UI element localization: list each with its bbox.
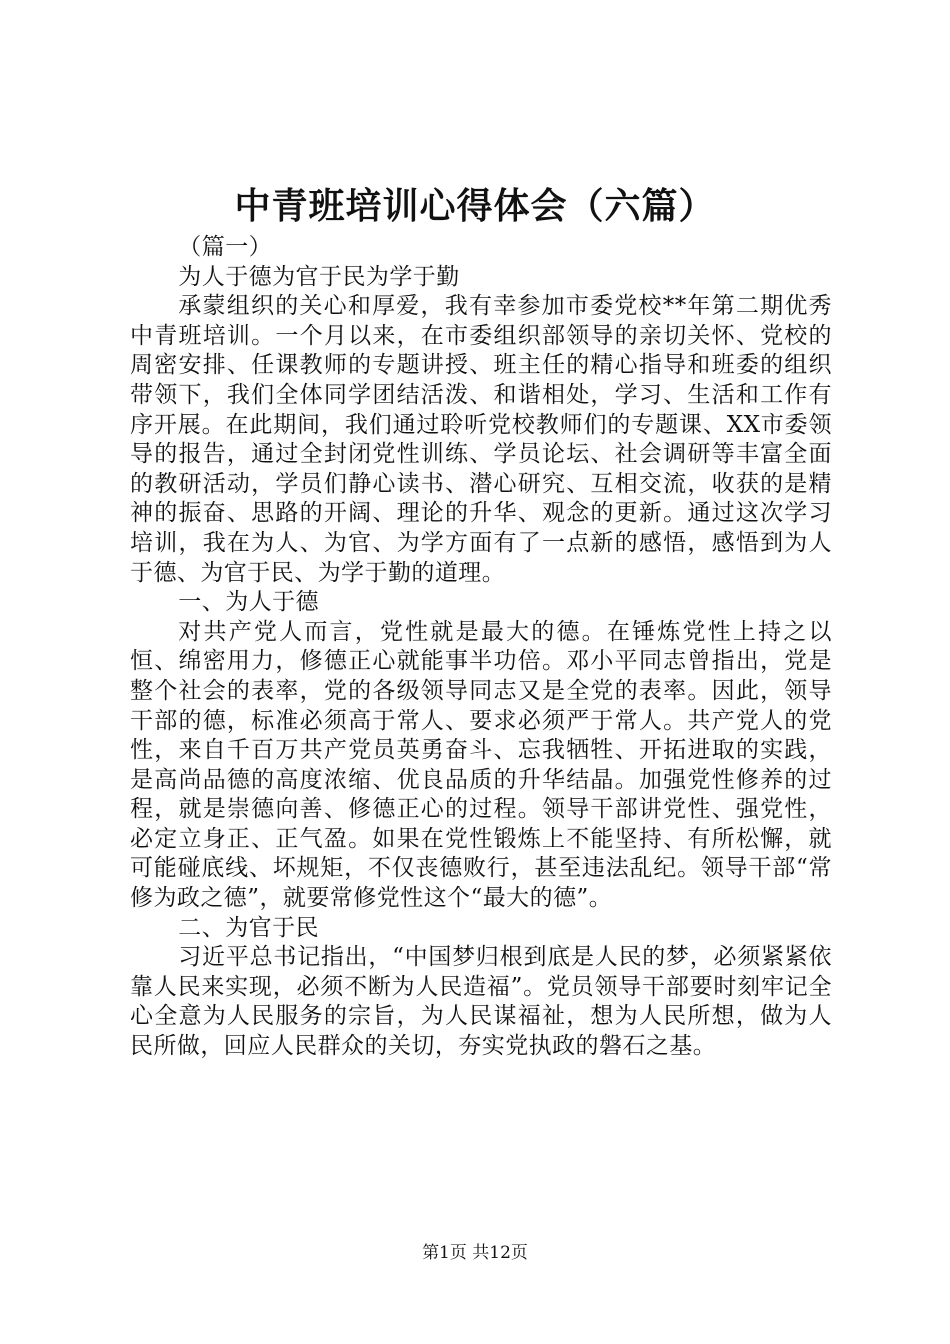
section-heading: 二、为官于民 [178,914,319,941]
body-paragraph: 对共产党人而言，党性就是最大的德。在锤炼党性上持之以恒、绵密用力，修德正心就能事半功倍。邓小平同志曾指出，党是整个社会的表率，党的各级领导同志又是全党的表率。因此，领导干部的德，标准必须高于常人、要求必须严于常人。共产党人的党性，来自千百万共产党员英勇奋斗、忘我牺牲、开拓进取的实践，是高尚品德的高度浓缩、优良品质的升华结晶。加强党性修养的过程，就是崇德向善、修德正心的过程。领导干部讲党性、强党性，必定立身正、正气盈。如果在党性锻炼上不能坚持、有所松懈，就可能碰底线、坏规矩，不仅丧德败行，甚至违法乱纪。领导干部“常修为政之德”，就要常修党性这个“最大的德”。 [130,618,832,912]
body-paragraph: 承蒙组织的关心和厚爱，我有幸参加市委党校**年第二期优秀中青班培训。一个月以来，在市委组织部领导的亲切关怀、党校的周密安排、任课教师的专题讲授、班主任的精心指导和班委的组织带领下，我们全体同学团结活泼、和谐相处，学习、生活和工作有序开展。在此期间，我们通过聆听党校教师们的专题课、XX市委领导的报告，通过全封闭党性训练、学员论坛、社会调研等丰富全面的教研活动，学员们静心读书、潜心研究、互相交流，收获的是精神的振奋、思路的开阔、理论的升华、观念的更新。通过这次学习培训，我在为人、为官、为学方面有了一点新的感悟，感悟到为人于德、为官于民、为学于勤的道理。 [130,293,832,586]
section-heading: 为人于德为官于民为学于勤 [178,263,460,290]
section-label: （篇一） [178,234,273,260]
document-body [130,233,832,1062]
document-title: 中青班培训心得体会（六篇） [234,185,716,227]
body-paragraph: 习近平总书记指出，“中国梦归根到底是人民的梦，必须紧紧依靠人民来实现，必须不断为人民造福”。党员领导干部要时刻牢记全心全意为人民服务的宗旨，为人民谋福祉，想为人民所想，做为人民所做，回应人民群众的关切，夯实党执政的磐石之基。 [130,944,832,1060]
page-number-footer: 第1页 共12页 [422,1243,528,1263]
section-heading: 一、为人于德 [178,589,319,616]
